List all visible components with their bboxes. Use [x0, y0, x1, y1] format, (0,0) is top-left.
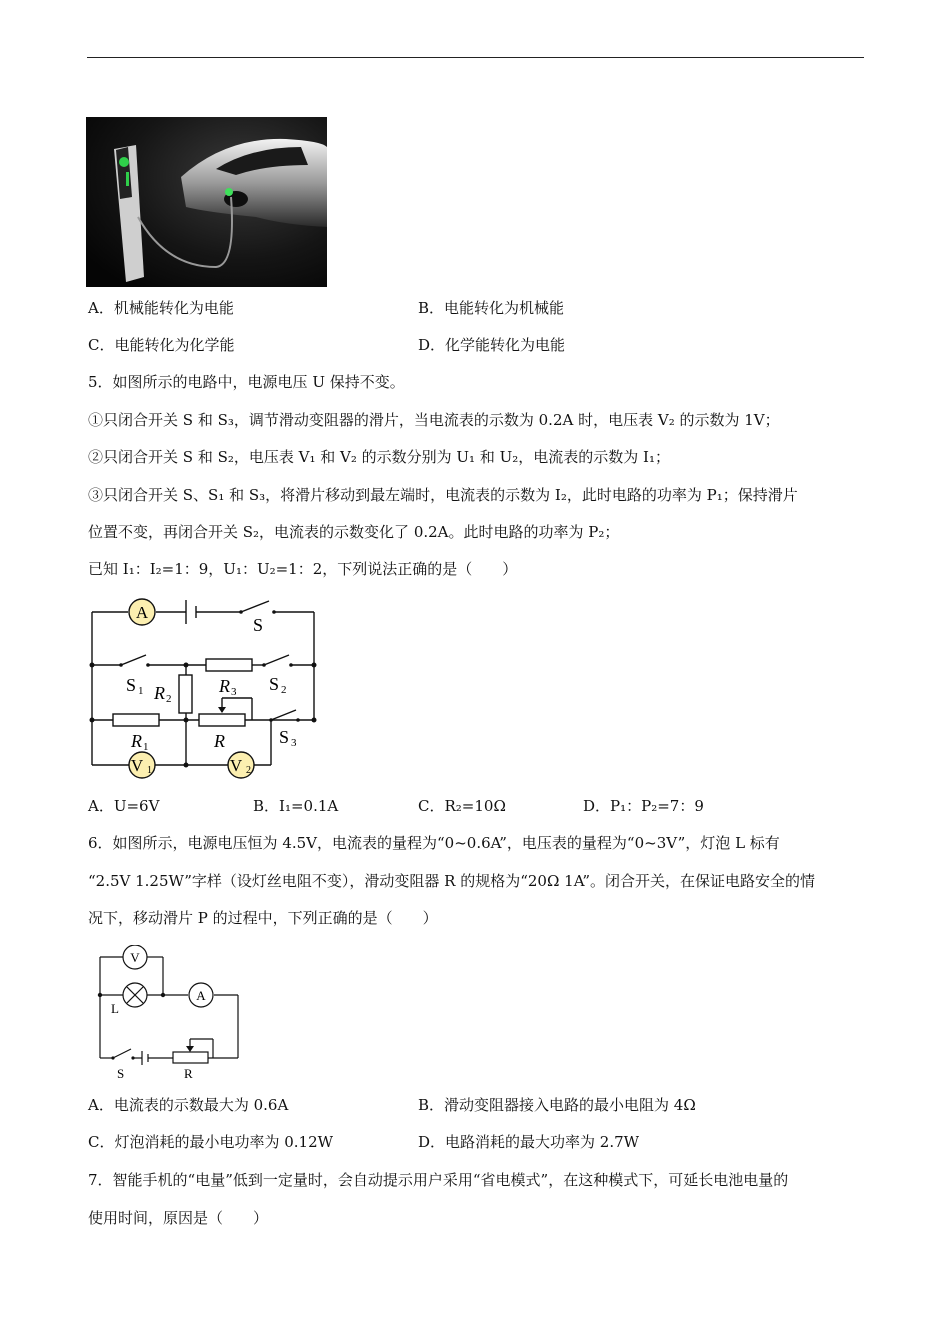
q6-option-c: C．灯泡消耗的最小电功率为 0.12W: [88, 1133, 334, 1151]
q6-stem-line1: 6．如图所示，电源电压恒为 4.5V，电流表的量程为“0~0.6A”，电压表的量程为“0~3V”，灯泡 L 标有: [88, 834, 780, 852]
s2-label: S: [269, 674, 280, 694]
r1-label: R: [131, 731, 142, 751]
v1-sub: 1: [147, 765, 152, 776]
q6-option-b: B．滑动变阻器接入电路的最小电阻为 4Ω: [418, 1096, 696, 1114]
q5-option-b: B．I₁=0.1A: [253, 797, 339, 815]
rheostat-label: R: [184, 1066, 193, 1081]
option-a: A．机械能转化为电能: [88, 299, 234, 317]
r2-label: R: [154, 683, 165, 703]
ammeter-label: A: [135, 603, 149, 622]
r3-sub: 3: [231, 686, 237, 698]
q5-condition-1: ①只闭合开关 S 和 S₃，调节滑动变阻器的滑片，当电流表的示数为 0.2A 时，电压表 V₂ 的示数为 1V；: [88, 411, 780, 429]
q5-option-a: A．U=6V: [88, 797, 160, 815]
s3-sub: 3: [291, 737, 297, 749]
q5-option-c: C．R₂=10Ω: [418, 797, 506, 815]
ammeter-label: A: [196, 988, 206, 1003]
q6-stem-line2: “2.5V 1.25W”字样（设灯丝电阻不变），滑动变阻器 R 的规格为“20Ω 1A”。闭合开关，在保证电路安全的情: [88, 872, 816, 890]
v2-label: V: [229, 756, 243, 775]
q7-stem-line1: 7．智能手机的“电量”低到一定量时，会自动提示用户采用“省电模式”，在这种模式下，可延长电池电量的: [88, 1171, 789, 1189]
switch-label: S: [117, 1066, 125, 1081]
r-label: R: [214, 731, 225, 751]
v1-label: V: [130, 756, 144, 775]
q7-stem-line2: 使用时间，原因是（ ）: [88, 1209, 269, 1227]
q6-option-d: D．电路消耗的最大功率为 2.7W: [418, 1133, 640, 1151]
q5-known: 已知 I₁：I₂=1：9，U₁：U₂=1：2，下列说法正确的是（ ）: [88, 560, 518, 578]
q6-option-a: A．电流表的示数最大为 0.6A: [88, 1096, 289, 1114]
q5-condition-3-cont: 位置不变，再闭合开关 S₂，电流表的示数变化了 0.2A。此时电路的功率为 P₂；: [88, 523, 620, 541]
s1-label: S: [126, 675, 137, 695]
q6-circuit-diagram: [95, 945, 245, 1085]
q6-stem-line3: 况下，移动滑片 P 的过程中，下列正确的是（ ）: [88, 909, 438, 927]
s1-sub: 1: [138, 685, 144, 697]
switch-s-label: S: [253, 615, 264, 635]
q5-condition-2: ②只闭合开关 S 和 S₂，电压表 V₁ 和 V₂ 的示数分别为 U₁ 和 U₂，电流表的示数为 I₁；: [88, 448, 670, 466]
q5-stem: 5．如图所示的电路中，电源电压 U 保持不变。: [88, 373, 405, 391]
s2-sub: 2: [281, 684, 287, 696]
r3-label: R: [219, 676, 230, 696]
option-b: B．电能转化为机械能: [418, 299, 565, 317]
r1-sub: 1: [143, 741, 149, 753]
option-c: C．电能转化为化学能: [88, 336, 235, 354]
q5-circuit-diagram: [86, 595, 326, 780]
option-d: D．化学能转化为电能: [418, 336, 566, 354]
lamp-label: L: [111, 1001, 119, 1016]
r2-sub: 2: [166, 693, 172, 705]
voltmeter-label: V: [130, 950, 140, 965]
q5-option-d: D．P₁：P₂=7：9: [583, 797, 704, 815]
s3-label: S: [279, 727, 290, 747]
header-rule: [87, 57, 864, 58]
v2-sub: 2: [246, 765, 251, 776]
q5-condition-3: ③只闭合开关 S、S₁ 和 S₃，将滑片移动到最左端时，电流表的示数为 I₂，此时电路的功率为 P₁；保持滑片: [88, 486, 798, 504]
ev-charging-photo: [86, 117, 327, 287]
